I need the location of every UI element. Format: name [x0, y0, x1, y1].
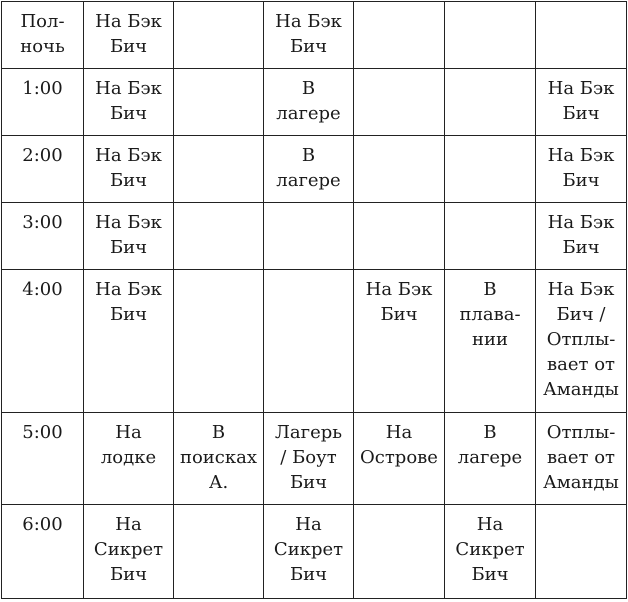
schedule-cell — [264, 2, 354, 69]
cell-text-line: На Бэк — [95, 11, 162, 32]
cell-text-line: Отплы- — [546, 422, 616, 443]
schedule-cell — [536, 203, 627, 270]
cell-text-line: Лагерь — [274, 422, 343, 443]
cell-text-line: На Бэк — [95, 212, 162, 233]
time-cell — [2, 413, 84, 505]
cell-text-line: Бич — [109, 103, 148, 124]
schedule-cell — [354, 270, 445, 413]
schedule-cell — [84, 136, 174, 203]
table-row — [2, 270, 627, 413]
cell-text-line: Бич — [289, 564, 328, 585]
cell-text-line: На — [115, 422, 142, 443]
cell-text-line: лагере — [276, 103, 341, 124]
schedule-cell — [264, 69, 354, 136]
cell-text-line: / Боут — [280, 447, 337, 468]
time-cell — [2, 505, 84, 599]
table-row — [2, 203, 627, 270]
schedule-cell — [354, 136, 445, 203]
cell-text-line: Бич — [289, 472, 328, 493]
schedule-cell — [174, 505, 264, 599]
cell-text-line: Бич — [109, 304, 148, 325]
schedule-cell — [84, 505, 174, 599]
time-label-line: 1:00 — [22, 78, 63, 99]
cell-text-line: В — [301, 145, 316, 166]
cell-text-line: На Бэк — [95, 78, 162, 99]
schedule-cell — [445, 203, 536, 270]
cell-text-line: лагере — [457, 447, 523, 468]
time-label-line: 2:00 — [22, 145, 63, 166]
cell-text-line: А. — [208, 472, 229, 493]
cell-text-line: Бич — [109, 170, 148, 191]
cell-text-line: поисках — [179, 447, 258, 468]
cell-text-line: На Бэк — [95, 145, 162, 166]
cell-text-line: В — [301, 78, 316, 99]
schedule-cell — [445, 413, 536, 505]
schedule-cell — [445, 270, 536, 413]
schedule-cell — [536, 270, 627, 413]
schedule-cell — [354, 505, 445, 599]
cell-text-line: Аманды — [543, 472, 619, 493]
cell-text-line: лодке — [100, 447, 157, 468]
cell-text-line: Бич — [562, 170, 600, 191]
table-row — [2, 505, 627, 599]
schedule-cell — [84, 413, 174, 505]
schedule-cell — [174, 2, 264, 69]
cell-text-line: На — [385, 422, 413, 443]
cell-text-line: На Бэк — [547, 145, 615, 166]
cell-text-line: На — [476, 514, 504, 535]
cell-text-line: лагере — [276, 170, 341, 191]
cell-text-line: В — [211, 422, 226, 443]
schedule-cell — [84, 203, 174, 270]
time-cell — [2, 136, 84, 203]
time-label-line: ночь — [20, 36, 65, 57]
schedule-cell — [174, 203, 264, 270]
schedule-cell — [174, 270, 264, 413]
cell-text-line: Бич — [471, 564, 509, 585]
cell-text-line: Бич — [109, 564, 148, 585]
cell-text-line: В — [483, 279, 497, 300]
schedule-cell — [354, 2, 445, 69]
schedule-cell — [174, 136, 264, 203]
cell-text-line: На — [295, 514, 322, 535]
cell-text-line: Бич — [562, 237, 600, 258]
time-cell — [2, 69, 84, 136]
time-label-line: Пол- — [20, 11, 65, 32]
cell-text-line: На Бэк — [95, 279, 162, 300]
cell-text-line: плава- — [459, 304, 521, 325]
schedule-cell — [445, 69, 536, 136]
time-cell — [2, 270, 84, 413]
time-label-line: 5:00 — [22, 422, 63, 443]
schedule-cell — [174, 413, 264, 505]
cell-text-line: Аманды — [543, 379, 619, 400]
schedule-cell — [264, 270, 354, 413]
schedule-cell — [536, 505, 627, 599]
schedule-cell — [84, 69, 174, 136]
schedule-cell — [536, 413, 627, 505]
schedule-cell — [84, 270, 174, 413]
cell-text-line: На Бэк — [547, 78, 615, 99]
cell-text-line: Отплы- — [546, 329, 616, 350]
cell-text-line: На Бэк — [547, 212, 615, 233]
schedule-cell — [354, 203, 445, 270]
cell-text-line: Сикрет — [93, 539, 164, 560]
cell-text-line: Бич / — [556, 304, 606, 325]
cell-text-line: Острове — [360, 447, 438, 468]
schedule-cell — [536, 2, 627, 69]
table-row — [2, 69, 627, 136]
cell-text-line: Бич — [562, 103, 600, 124]
schedule-cell — [445, 2, 536, 69]
schedule-table — [1, 1, 627, 599]
schedule-cell — [536, 69, 627, 136]
table-row — [2, 136, 627, 203]
cell-text-line: Бич — [109, 36, 148, 57]
time-label-line: 3:00 — [22, 212, 63, 233]
table-row — [2, 2, 627, 69]
schedule-cell — [264, 203, 354, 270]
schedule-cell — [536, 136, 627, 203]
cell-text-line: В — [483, 422, 497, 443]
cell-text-line: На — [115, 514, 142, 535]
cell-text-line: вает от — [547, 354, 615, 375]
schedule-cell — [264, 505, 354, 599]
schedule-cell — [445, 136, 536, 203]
schedule-cell — [264, 413, 354, 505]
cell-text-line: Сикрет — [273, 539, 344, 560]
cell-text-line: Бич — [289, 36, 328, 57]
time-cell — [2, 203, 84, 270]
schedule-cell — [354, 69, 445, 136]
schedule-cell — [174, 69, 264, 136]
time-cell — [2, 2, 84, 69]
cell-text-line: Бич — [380, 304, 418, 325]
schedule-cell — [264, 136, 354, 203]
cell-text-line: Сикрет — [455, 539, 525, 560]
cell-text-line: На Бэк — [275, 11, 342, 32]
schedule-cell — [445, 505, 536, 599]
cell-text-line: нии — [472, 329, 508, 350]
schedule-body — [2, 2, 627, 599]
table-row — [2, 413, 627, 505]
cell-text-line: На Бэк — [547, 279, 615, 300]
time-label-line: 6:00 — [22, 514, 63, 535]
cell-text-line: На Бэк — [365, 279, 433, 300]
cell-text-line: вает от — [547, 447, 615, 468]
schedule-cell — [84, 2, 174, 69]
cell-text-line: Бич — [109, 237, 148, 258]
schedule-cell — [354, 413, 445, 505]
time-label-line: 4:00 — [22, 279, 63, 300]
